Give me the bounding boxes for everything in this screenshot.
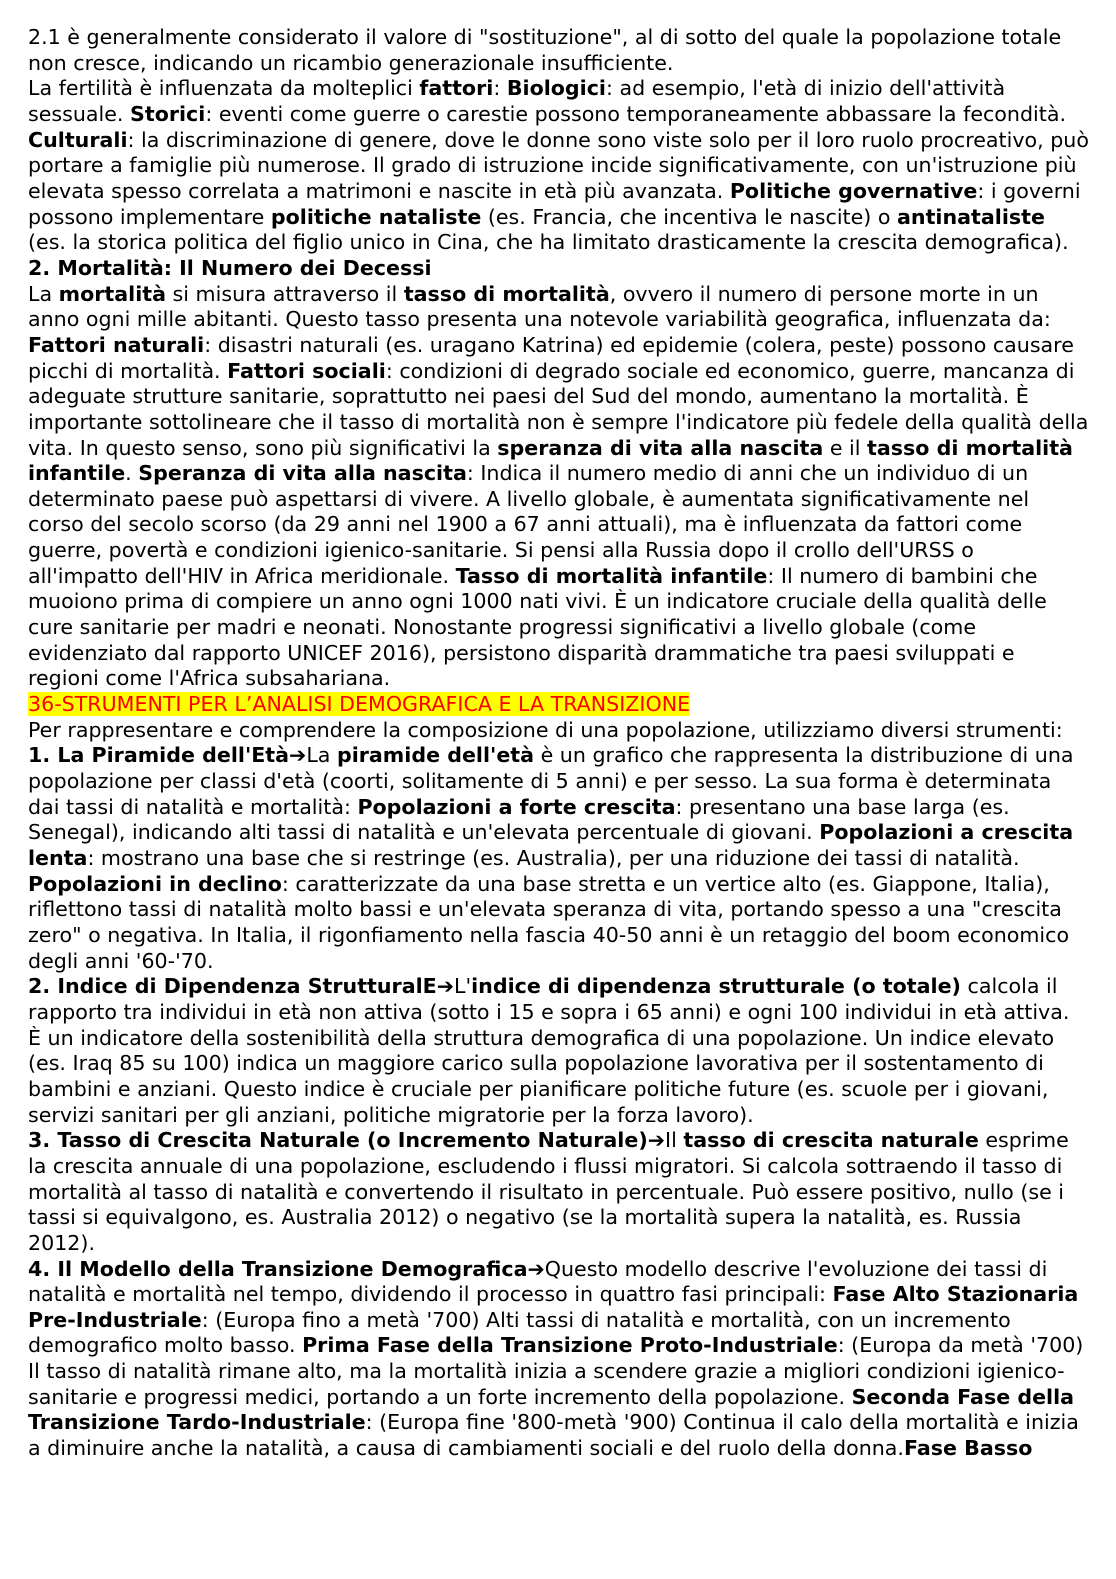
text-line bbox=[28, 25, 1096, 51]
text-line bbox=[28, 897, 1096, 923]
body-text: Questo modello descrive l'evoluzione dei tassi di bbox=[544, 1256, 1048, 1281]
text-line bbox=[28, 872, 1096, 898]
bold-term: antinataliste bbox=[897, 204, 1045, 229]
bold-term: Fattori sociali bbox=[227, 358, 386, 383]
body-text: La bbox=[28, 281, 59, 306]
text-line bbox=[28, 461, 1096, 487]
text-line bbox=[28, 666, 1096, 692]
bold-term: Culturali bbox=[28, 127, 128, 152]
text-line bbox=[28, 1308, 1096, 1334]
bold-term: Popolazioni in declino bbox=[28, 871, 282, 896]
body-text: sessuale. bbox=[28, 101, 131, 126]
body-text: la crescita annuale di una popolazione, escludendo i flussi migratori. Si calcola sottraendo il tasso di bbox=[28, 1153, 1063, 1178]
body-text: calcola il bbox=[960, 974, 1058, 999]
bold-term: mortalità bbox=[58, 281, 167, 306]
bold-term: infantile bbox=[28, 461, 126, 486]
text-line bbox=[28, 1410, 1096, 1436]
bold-term: speranza di vita alla nascita bbox=[497, 435, 824, 460]
body-text: elevata spesso correlata a matrimoni e nascite in età più avanzata. bbox=[28, 178, 730, 203]
section-heading-text: 36-STRUMENTI PER L’ANALISI DEMOGRAFICA E LA TRANSIZIONE bbox=[28, 692, 691, 717]
text-line bbox=[28, 795, 1096, 821]
body-text: Senegal), indicando alti tassi di natalità e un'elevata percentuale di giovani. bbox=[28, 820, 820, 845]
bold-term: piramide dell'età bbox=[336, 743, 535, 768]
body-text: sanitarie e progressi medici, portando a un forte incremento della popolazione. bbox=[28, 1384, 852, 1409]
text-line bbox=[28, 76, 1096, 102]
body-text: vita. In questo senso, sono più significativi la bbox=[28, 435, 498, 460]
body-text: Per rappresentare e comprendere la composizione di una popolazione, utilizziamo diversi strumenti: bbox=[28, 717, 1063, 742]
body-text: È un indicatore della sostenibilità della struttura demografica di una popolazione. Un indice elevato bbox=[28, 1025, 1055, 1050]
text-line bbox=[28, 974, 1096, 1000]
body-text: non cresce, indicando un ricambio generazionale insufficiente. bbox=[28, 50, 674, 75]
text-line bbox=[28, 718, 1096, 744]
text-line bbox=[28, 179, 1096, 205]
body-text: : (Europa fino a metà '700) Alti tassi di natalità e mortalità, con un incremento bbox=[201, 1307, 1011, 1332]
body-text: cure sanitarie per madri e neonati. Nonostante progressi significativi a livello globale (come bbox=[28, 615, 976, 640]
body-text: a diminuire anche la natalità, a causa di cambiamenti sociali e del ruolo della donna. bbox=[28, 1436, 904, 1461]
text-line bbox=[28, 384, 1096, 410]
body-text: esprime bbox=[978, 1128, 1069, 1153]
body-text: muoiono prima di compiere un anno ogni 1000 nati vivi. È un indicatore cruciale della qualità delle bbox=[28, 589, 1047, 614]
body-text: degli anni '60-'70. bbox=[28, 948, 214, 973]
bold-term: 4. Il Modello della Transizione Demografica➔ bbox=[28, 1256, 545, 1281]
text-line bbox=[28, 769, 1096, 795]
bold-term: 1. La Piramide dell'Età➔ bbox=[28, 743, 307, 768]
body-text: evidenziato dal rapporto UNICEF 2016), persistono disparità drammatiche tra paesi sviluppati e bbox=[28, 640, 1015, 665]
body-text: La fertilità è influenzata da molteplici bbox=[28, 76, 420, 101]
body-text: La bbox=[306, 743, 337, 768]
bold-term: Prima Fase della Transizione Proto-Industriale bbox=[302, 1333, 838, 1358]
text-line bbox=[28, 436, 1096, 462]
body-text: rapporto tra individui in età non attiva (sotto i 15 e sopra i 65 anni) e ogni 100 individui in età attiva. bbox=[28, 999, 1070, 1024]
text-line bbox=[28, 1231, 1096, 1257]
text-line bbox=[28, 230, 1096, 256]
bold-term: Biologici bbox=[506, 76, 606, 101]
body-text: (es. Iraq 85 su 100) indica un maggiore carico sulla popolazione lavorativa per il sostentamento di bbox=[28, 1051, 1044, 1076]
text-line bbox=[28, 153, 1096, 179]
body-text: possono implementare bbox=[28, 204, 271, 229]
body-text: anno ogni mille abitanti. Questo tasso presenta una notevole variabilità geografica, influenzata da: bbox=[28, 307, 1051, 332]
body-text: Il bbox=[665, 1128, 684, 1153]
text-line bbox=[28, 1359, 1096, 1385]
body-text: 2.1 è generalmente considerato il valore di "sostituzione", al di sotto del quale la popolazione totale bbox=[28, 25, 1062, 49]
text-line bbox=[28, 359, 1096, 385]
text-line bbox=[28, 1436, 1096, 1462]
text-line bbox=[28, 512, 1096, 538]
text-line bbox=[28, 282, 1096, 308]
bold-term: Fase Alto Stazionaria bbox=[832, 1282, 1079, 1307]
body-text: : presentano una base larga (es. bbox=[675, 794, 1010, 819]
body-text: : caratterizzate da una base stretta e un vertice alto (es. Giappone, Italia), bbox=[281, 871, 1050, 896]
body-text: : Indica il numero medio di anni che un individuo di un bbox=[466, 461, 1029, 486]
body-text: : (Europa da metà '700) bbox=[837, 1333, 1084, 1358]
text-line bbox=[28, 1077, 1096, 1103]
text-line bbox=[28, 1205, 1096, 1231]
text-line bbox=[28, 923, 1096, 949]
body-text: : i governi bbox=[977, 178, 1081, 203]
body-text: Il tasso di natalità rimane alto, ma la mortalità inizia a scendere grazie a migliori condizioni igienico- bbox=[28, 1359, 1065, 1384]
body-text: . bbox=[125, 461, 139, 486]
bold-term: Seconda Fase della bbox=[851, 1384, 1075, 1409]
bold-term: tasso di crescita naturale bbox=[683, 1128, 979, 1153]
bold-term: politiche nataliste bbox=[270, 204, 482, 229]
bold-term: Fase Basso bbox=[903, 1436, 1033, 1461]
section-heading bbox=[28, 692, 1096, 718]
body-text: : (Europa fine '800-metà '900) Continua il calo della mortalità e inizia bbox=[365, 1410, 1079, 1435]
body-text: natalità e mortalità nel tempo, dividendo il processo in quattro fasi principali: bbox=[28, 1282, 833, 1307]
text-line bbox=[28, 1103, 1096, 1129]
body-text: bambini e anziani. Questo indice è cruciale per pianificare politiche future (es. scuole per i giovani, bbox=[28, 1076, 1049, 1101]
body-text: : la discriminazione di genere, dove le donne sono viste solo per il loro ruolo procreativo, può bbox=[127, 127, 1089, 152]
text-line bbox=[28, 1385, 1096, 1411]
body-text: dai tassi di natalità e mortalità: bbox=[28, 794, 358, 819]
body-text: : Il numero di bambini che bbox=[767, 563, 1038, 588]
body-text: guerre, povertà e condizioni igienico-sanitarie. Si pensi alla Russia dopo il crollo dell'URSS o bbox=[28, 538, 974, 563]
text-line bbox=[28, 1000, 1096, 1026]
body-text: demografico molto basso. bbox=[28, 1333, 303, 1358]
bold-term: fattori bbox=[419, 76, 494, 101]
body-text: : eventi come guerre o carestie possono temporaneamente abbassare la fecondità. bbox=[205, 101, 1066, 126]
text-line bbox=[28, 102, 1096, 128]
body-text: popolazione per classi d'età (coorti, solitamente di 5 anni) e per sesso. La sua forma è determinata bbox=[28, 769, 1052, 794]
text-line bbox=[28, 333, 1096, 359]
body-text: : bbox=[493, 76, 507, 101]
text-line bbox=[28, 538, 1096, 564]
body-text: (es. Francia, che incentiva le nascite) o bbox=[481, 204, 898, 229]
text-line bbox=[28, 589, 1096, 615]
body-text: , ovvero il numero di persone morte in un bbox=[609, 281, 1039, 306]
text-line bbox=[28, 51, 1096, 77]
text-line bbox=[28, 128, 1096, 154]
text-line bbox=[28, 949, 1096, 975]
text-line bbox=[28, 743, 1096, 769]
body-text: : mostrano una base che si restringe (es. Australia), per una riduzione dei tassi di natalità. bbox=[87, 846, 1020, 870]
body-text: corso del secolo scorso (da 29 anni nel 1900 a 67 anni attuali), ma è influenzata da fattori come bbox=[28, 512, 1023, 537]
text-line bbox=[28, 307, 1096, 333]
text-line bbox=[28, 487, 1096, 513]
text-line bbox=[28, 1051, 1096, 1077]
body-text: (es. la storica politica del figlio unico in Cina, che ha limitato drasticamente la crescita demografica). bbox=[28, 230, 1069, 255]
text-line bbox=[28, 615, 1096, 641]
body-text: è un grafico che rappresenta la distribuzione di una bbox=[534, 743, 1074, 768]
bold-term: tasso di mortalità bbox=[403, 281, 610, 306]
text-line bbox=[28, 1282, 1096, 1308]
bold-term: 3. Tasso di Crescita Naturale (o Incremento Naturale)➔ bbox=[28, 1128, 665, 1153]
text-line bbox=[28, 820, 1096, 846]
body-text: picchi di mortalità. bbox=[28, 358, 228, 383]
body-text: e il bbox=[823, 435, 868, 460]
body-text: zero" o negativa. In Italia, il rigonfiamento nella fascia 40-50 anni è un retaggio del boom economico bbox=[28, 922, 1070, 947]
bold-term: Storici bbox=[130, 101, 206, 126]
text-line bbox=[28, 256, 1096, 282]
bold-term: Tasso di mortalità infantile bbox=[455, 563, 768, 588]
bold-term: Pre-Industriale bbox=[28, 1307, 202, 1332]
text-line bbox=[28, 1180, 1096, 1206]
bold-term: tasso di mortalità bbox=[867, 435, 1073, 460]
bold-term: Fattori naturali bbox=[28, 332, 205, 357]
text-line bbox=[28, 410, 1096, 436]
body-text: : condizioni di degrado sociale ed economico, guerre, mancanza di bbox=[385, 358, 1075, 383]
body-text: portare a famiglie più numerose. Il grado di istruzione incide significativamente, con un'istruzione più bbox=[28, 153, 1077, 178]
body-text: riflettono tassi di natalità molto bassi e un'elevata speranza di vita, portando spesso a una "crescita bbox=[28, 897, 1062, 922]
body-text: regioni come l'Africa subsahariana. bbox=[28, 666, 391, 691]
body-text: si misura attraverso il bbox=[166, 281, 404, 306]
body-text: servizi sanitari per gli anziani, politiche migratorie per la forza lavoro). bbox=[28, 1102, 754, 1127]
bold-term: Speranza di vita alla nascita bbox=[138, 461, 467, 486]
bold-term: Popolazioni a crescita bbox=[819, 820, 1074, 845]
bold-term: 2. Indice di Dipendenza StrutturalE➔ bbox=[28, 974, 454, 999]
text-line bbox=[28, 1026, 1096, 1052]
body-text: adeguate strutture sanitarie, soprattutto nei paesi del Sud del mondo, aumentano la mortalità. È bbox=[28, 384, 1029, 409]
text-line bbox=[28, 1128, 1096, 1154]
bold-term: Politiche governative bbox=[729, 178, 978, 203]
text-line bbox=[28, 1257, 1096, 1283]
bold-term: 2. Mortalità: Il Numero dei Decessi bbox=[28, 255, 432, 280]
bold-term: lenta bbox=[28, 846, 88, 870]
body-text: L' bbox=[453, 974, 472, 999]
text-line bbox=[28, 1333, 1096, 1359]
text-line bbox=[28, 564, 1096, 590]
body-text: importante sottolineare che il tasso di mortalità non è sempre l'indicatore più fedele della qualità della bbox=[28, 409, 1089, 434]
body-text: mortalità al tasso di natalità e convertendo il risultato in percentuale. Può essere positivo, nullo (se i bbox=[28, 1179, 1065, 1204]
body-text: : disastri naturali (es. uragano Katrina) ed epidemie (colera, peste) possono causare bbox=[204, 332, 1074, 357]
body-text: determinato paese può aspettarsi di vivere. A livello globale, è aumentata significativamente nel bbox=[28, 486, 1030, 511]
body-text: all'impatto dell'HIV in Africa meridionale. bbox=[28, 563, 456, 588]
bold-term: Popolazioni a forte crescita bbox=[357, 794, 676, 819]
body-text: 2012). bbox=[28, 1230, 95, 1255]
text-line bbox=[28, 641, 1096, 667]
bold-term: indice di dipendenza strutturale (o totale) bbox=[471, 974, 961, 999]
text-line bbox=[28, 1154, 1096, 1180]
bold-term: Transizione Tardo-Industriale bbox=[28, 1410, 366, 1435]
text-line bbox=[28, 846, 1096, 872]
text-line bbox=[28, 205, 1096, 231]
body-text: tassi si equivalgono, es. Australia 2012) o negativo (se la mortalità supera la natalità, es. Russia bbox=[28, 1205, 1022, 1230]
body-text: : ad esempio, l'età di inizio dell'attività bbox=[606, 76, 1006, 101]
